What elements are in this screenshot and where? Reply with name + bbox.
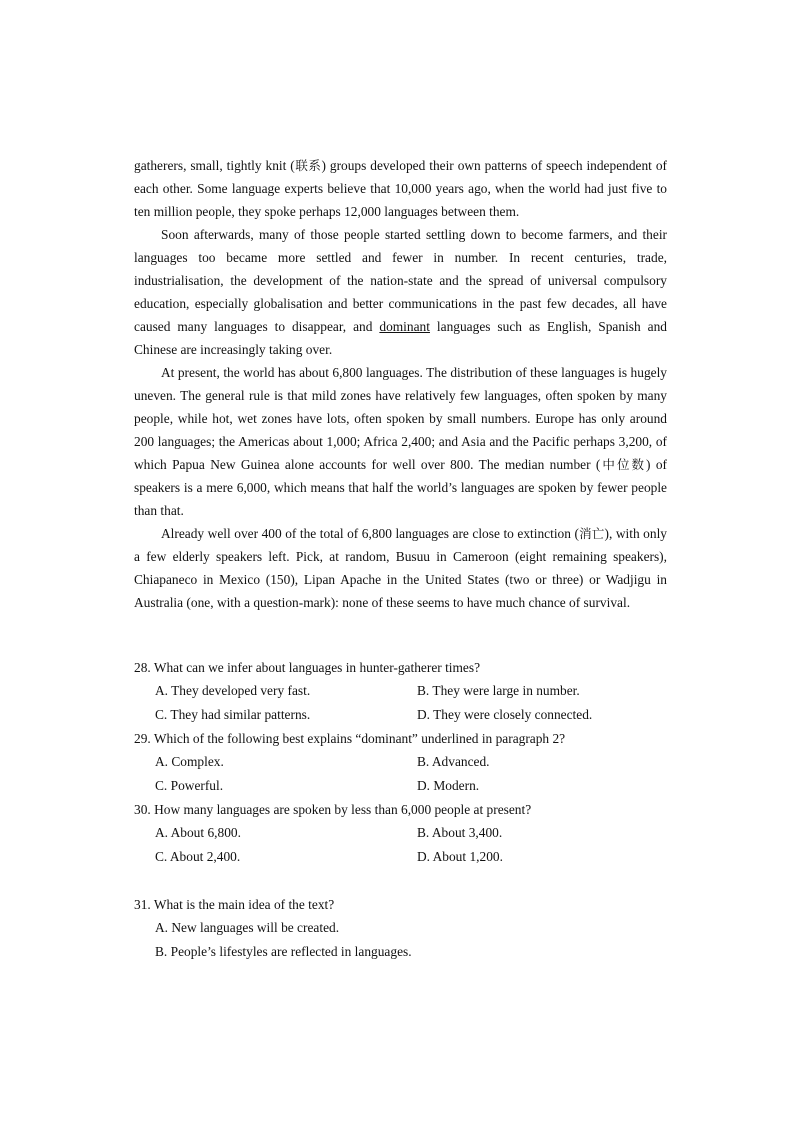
question-30: [134, 798, 667, 869]
option-a[interactable]: A. New languages will be created.: [155, 920, 340, 935]
paragraph-3: [134, 361, 667, 522]
option-a[interactable]: A. They developed very fast.: [155, 683, 311, 698]
option-a[interactable]: A. About 6,800.: [155, 825, 241, 840]
paragraph-text: gatherers, small, tightly knit (: [134, 158, 295, 173]
option-d[interactable]: D. About 1,200.: [417, 849, 503, 864]
chinese-gloss: 中位数: [600, 457, 647, 472]
option-d[interactable]: D. They were closely connected.: [417, 707, 593, 722]
paragraph-1: [134, 154, 667, 223]
option-c[interactable]: C. About 2,400.: [155, 849, 241, 864]
underlined-word: dominant: [379, 319, 430, 334]
reading-passage: [134, 154, 667, 614]
option-d[interactable]: D. Modern.: [417, 778, 480, 793]
paragraph-text: Soon afterwards, many of those people started settling down to become farmers, and their languages too became more settled and fewer in number. In recent centuries, trade, industrialisation, the development of the nation-state and the spread of universal compulsory education, especially globalisation and better communications in the past few decades, all have caused many languages to disappear, and: [134, 227, 667, 334]
option-b[interactable]: B. Advanced.: [417, 754, 490, 769]
paragraph-4: [134, 522, 667, 614]
paragraph-text: ) groups developed their own patterns of speech independent of each other. Some language experts believe that 10,000 years ago, when the world had just five to ten million people, they spoke perhaps 12,000 languages between them.: [134, 158, 667, 219]
option-b[interactable]: B. They were large in number.: [417, 683, 580, 698]
option-b[interactable]: B. About 3,400.: [417, 825, 503, 840]
chinese-gloss: 联系: [294, 158, 322, 173]
paragraph-text: At present, the world has about 6,800 languages. The distribution of these languages is hugely uneven. The general rule is that mild zones have relatively few languages, often spoken by many people, while hot, wet zones have lots, often spoken by small numbers. Europe has only around 200 languages; the Americas about 1,000; Africa 2,400; and Asia and the Pacific perhaps 3,200, of which Papua New Guinea alone accounts for well over 800. The median number (: [134, 365, 667, 472]
question-31: [134, 893, 667, 964]
paragraph-text: ) of speakers is a mere 6,000, which means that half the world’s languages are spoken by fewer people than that.: [134, 457, 668, 518]
option-c[interactable]: C. Powerful.: [155, 778, 224, 793]
option-c[interactable]: C. They had similar patterns.: [155, 707, 311, 722]
question-29: [134, 727, 667, 798]
question-stem: 29. Which of the following best explains “dominant” underlined in paragraph 2?: [134, 731, 566, 746]
question-stem: 30. How many languages are spoken by less than 6,000 people at present?: [134, 802, 532, 817]
question-list: [134, 656, 667, 964]
question-stem: 28. What can we infer about languages in hunter-gatherer times?: [134, 660, 481, 675]
question-28: [134, 656, 667, 727]
chinese-gloss: 消亡: [578, 526, 605, 541]
option-a[interactable]: A. Complex.: [155, 754, 224, 769]
question-stem: 31. What is the main idea of the text?: [134, 897, 335, 912]
paragraph-text: ), with only a few elderly speakers left. Pick, at random, Busuu in Cameroon (eight remaining speakers), Chiapaneco in Mexico (150), Lipan Apache in the United States (two or three) or Wadjigu in Australia (one, with a question-mark): none of these seems to have much chance of survival.: [134, 526, 667, 610]
option-b[interactable]: B. People’s lifestyles are reflected in languages.: [155, 944, 412, 959]
paragraph-2: [134, 223, 667, 361]
paragraph-text: languages such as English, Spanish and Chinese are increasingly taking over.: [134, 319, 667, 357]
paragraph-text: Already well over 400 of the total of 6,800 languages are close to extinction (: [161, 526, 579, 541]
